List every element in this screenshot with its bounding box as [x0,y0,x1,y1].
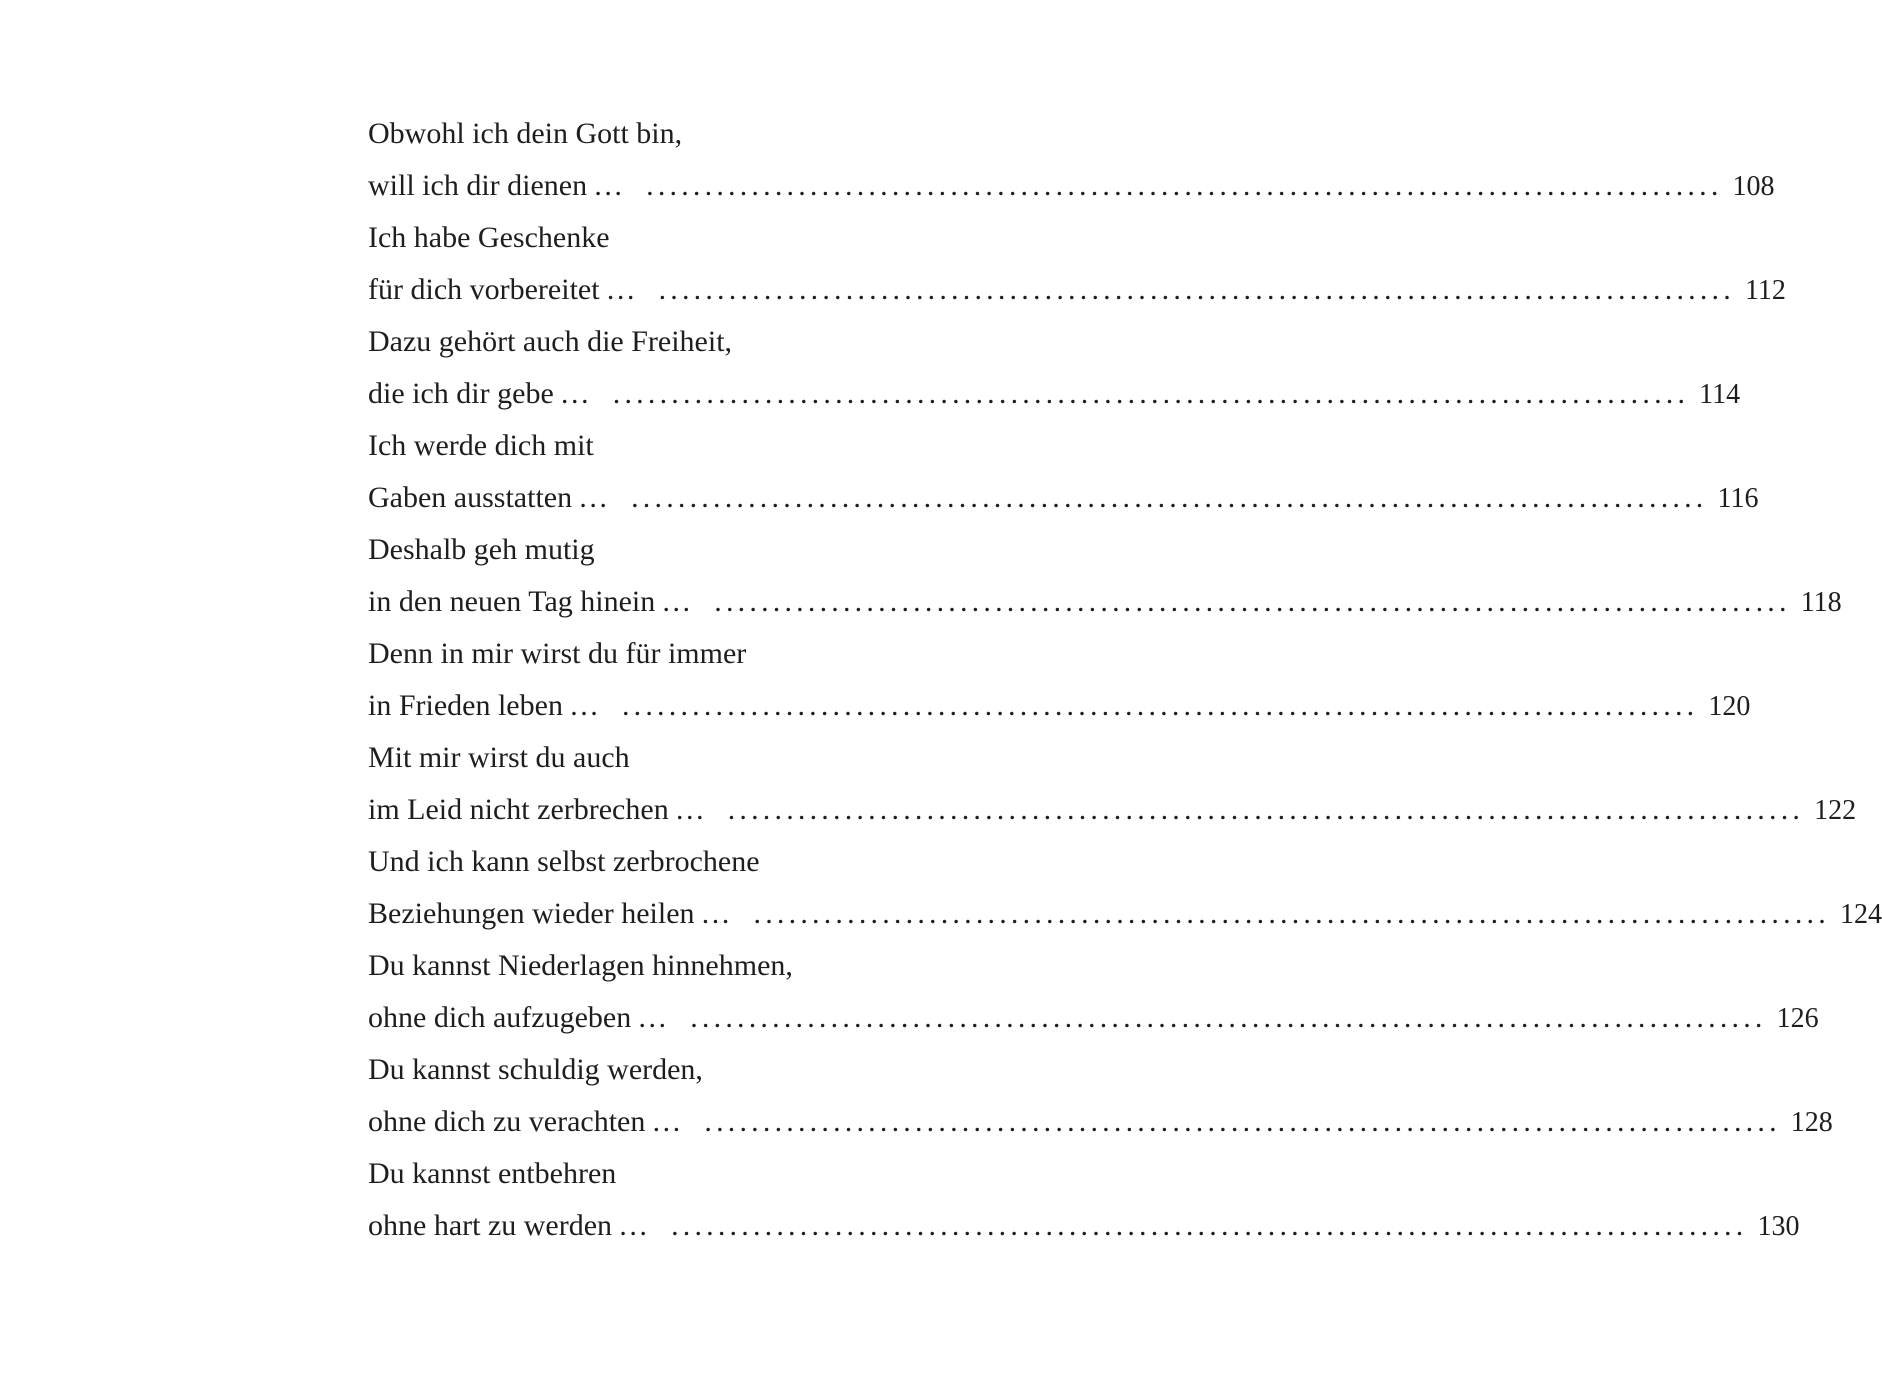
toc-entry[interactable] [368,1148,1800,1252]
toc-page-number[interactable]: 120 [1708,691,1751,722]
toc-entry-title-line-2 [368,680,1751,732]
toc-dot-leader: ............................................................................................ [631,481,1708,514]
toc-entry[interactable] [368,420,1759,524]
toc-entry-title-text: ohne dich zu verachten [368,1105,646,1138]
toc-dot-leader: ............................................................................................ [621,689,1699,722]
toc-dot-leader: ............................................................................................ [690,1001,1767,1034]
toc-page-number[interactable]: 108 [1732,171,1775,202]
toc-dot-leader: ............................................................................................ [714,585,1791,618]
toc-entry[interactable] [368,1044,1833,1148]
toc-entry-title-line-1: Deshalb geh mutig [368,533,595,566]
toc-page-number[interactable]: 122 [1814,795,1857,826]
table-of-contents [368,108,1882,1252]
toc-entry-title-line-1: Dazu gehört auch die Freiheit, [368,325,733,358]
toc-entry-title-text: Gaben ausstatten [368,481,573,514]
toc-entry-title-line-1: Du kannst schuldig werden, [368,1053,703,1086]
toc-entry-title-line-1: Mit mir wirst du auch [368,741,630,774]
toc-entry-title-line-1: Du kannst entbehren [368,1157,617,1190]
toc-dot-leader: ............................................................................................ [671,1209,1748,1242]
toc-page-number[interactable]: 124 [1839,899,1882,930]
toc-entry-ellipsis: … [661,585,693,618]
toc-page-number[interactable]: 118 [1800,587,1842,618]
toc-entry-title-line-1: Ich werde dich mit [368,429,594,462]
toc-entry-title-line-2 [368,576,1842,628]
toc-entry-title-line-1: Denn in mir wirst du für immer [368,637,747,670]
toc-entry-ellipsis: … [568,689,600,722]
toc-entry-ellipsis: … [593,169,625,202]
toc-entry[interactable] [368,836,1882,940]
toc-entry-ellipsis: … [674,793,706,826]
toc-entry-ellipsis: … [618,1209,650,1242]
toc-entry-title-text: im Leid nicht zerbrechen [368,793,669,826]
toc-entry-title-line-2 [368,472,1759,524]
toc-entry[interactable] [368,108,1775,212]
toc-entry-title-text: die ich dir gebe [368,377,554,410]
toc-entry-title-line-1: Und ich kann selbst zerbrochene [368,845,760,878]
toc-entry-title-text: ohne hart zu werden [368,1209,613,1242]
toc-entry-title-line-2 [368,264,1786,316]
toc-entry[interactable] [368,524,1842,628]
toc-dot-leader: ............................................................................................ [612,377,1690,410]
toc-entry[interactable] [368,212,1786,316]
toc-page-number[interactable]: 126 [1776,1003,1819,1034]
toc-entry[interactable] [368,628,1751,732]
toc-entry-title-line-2 [368,888,1882,940]
toc-dot-leader: ............................................................................................ [704,1105,1781,1138]
toc-page-number[interactable]: 116 [1717,483,1759,514]
toc-entry-title-line-2 [368,784,1857,836]
toc-dot-leader: ............................................................................................ [658,273,1735,306]
toc-entry-title-line-2 [368,160,1775,212]
toc-entry-title-line-2 [368,992,1819,1044]
toc-dot-leader: ............................................................................................ [646,169,1723,202]
toc-entry-title-line-1: Obwohl ich dein Gott bin, [368,117,683,150]
toc-entry-ellipsis: … [700,897,732,930]
toc-page-number[interactable]: 114 [1699,379,1741,410]
toc-entry-ellipsis: … [559,377,591,410]
toc-entry[interactable] [368,940,1819,1044]
toc-entry-title-text: will ich dir dienen [368,169,588,202]
toc-entry-title-line-2 [368,368,1741,420]
toc-entry-title-text: ohne dich aufzugeben [368,1001,632,1034]
toc-page-number[interactable]: 130 [1757,1211,1800,1242]
toc-entry-ellipsis: … [605,273,637,306]
toc-entry-title-text: in Frieden leben [368,689,563,722]
toc-entry-title-line-1: Du kannst Niederlagen hinnehmen, [368,949,793,982]
toc-entry-title-line-2 [368,1200,1800,1252]
toc-entry[interactable] [368,316,1741,420]
toc-entry[interactable] [368,732,1857,836]
toc-entry-title-line-1: Ich habe Geschenke [368,221,610,254]
toc-entry-title-text: für dich vorbereitet [368,273,600,306]
toc-entry-ellipsis: … [578,481,610,514]
toc-page-number[interactable]: 128 [1790,1107,1833,1138]
toc-entry-title-text: Beziehungen wieder heilen [368,897,695,930]
toc-dot-leader: ............................................................................................ [727,793,1805,826]
toc-entry-ellipsis: … [651,1105,683,1138]
toc-entry-ellipsis: … [637,1001,669,1034]
toc-page-number[interactable]: 112 [1744,275,1786,306]
toc-dot-leader: ............................................................................................ [753,897,1830,930]
toc-entry-title-line-2 [368,1096,1833,1148]
toc-entry-title-text: in den neuen Tag hinein [368,585,656,618]
